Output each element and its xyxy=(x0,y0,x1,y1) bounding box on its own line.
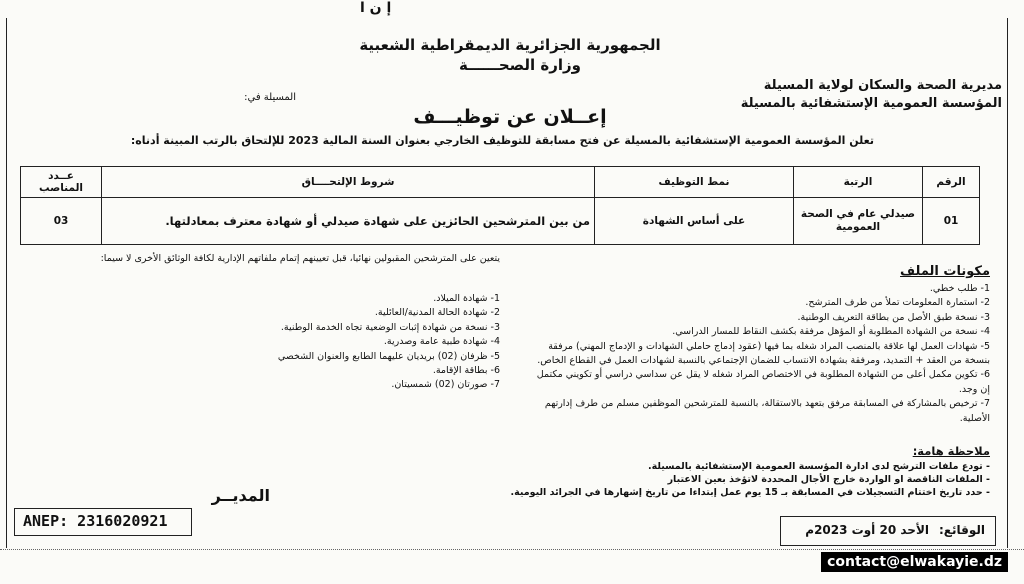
list-item: 7- ترخيص بالمشاركة في المسابقة مرفق بتعهد بالاستقالة، بالنسبة للمترشحين الموظفين مسلم من طرف إدارتهم الأصلية. xyxy=(544,398,990,424)
accepted-intro: يتعين على المترشحين المقبولين نهائيا، قبل تعيينهم إتمام ملفاتهم الإدارية لكافة الوثائق الأخرى لا سيما: xyxy=(100,253,500,264)
cell-recruitment-mode: على أساس الشهادة xyxy=(595,198,794,245)
waqai-label: الوقائع: xyxy=(938,523,985,537)
place-label: المسيلة في: xyxy=(244,92,296,103)
list-item: 1- شهادة الميلاد. xyxy=(433,293,500,304)
publication-date: الأحد 20 أوت 2023م xyxy=(805,523,929,537)
institution-name: المؤسسة العمومية الإستشفائية بالمسيلة xyxy=(740,96,1002,111)
separator-line xyxy=(0,549,1024,550)
header-positions-count: عــدد المناصب xyxy=(21,167,102,198)
cell-grade: صيدلي عام في الصحة العمومية xyxy=(794,198,923,245)
list-item: 5- شهادات العمل لها علاقة بالمنصب المراد شغله بما فيها (عقود إدماج حاملي الشهادات و الإدماج المهني) مرفقة بنسخة من العقد + التمديد، ومرفقة بشهادة الانتساب للضمان الإجتماعي بالنسبة لشهادات العمل في القطاع الخاص. xyxy=(537,340,990,367)
contact-email[interactable]: contact@elwakayie.dz xyxy=(821,552,1008,572)
table-row xyxy=(21,198,980,245)
header-recruitment-mode: نمط التوظيف xyxy=(595,167,794,198)
top-cut-text: إ ن ا xyxy=(360,0,392,16)
anep-box xyxy=(14,508,192,536)
file-heading: مكونات الملف xyxy=(900,264,990,279)
directorate-name: مديرية الصحة والسكان لولاية المسيلة xyxy=(763,78,1002,93)
list-item: 5- ظرفان (02) بريديان عليهما الطابع والعنوان الشخصي xyxy=(277,350,500,362)
notes-list xyxy=(430,460,990,499)
list-item: - الملفات الناقصة او الواردة خارج الأجال المحددة لاتؤخذ بعين الاعتبار xyxy=(667,474,990,485)
list-item: 6- بطاقة الإقامة. xyxy=(432,365,500,377)
list-item: 2- شهادة الحالة المدنية/العائلية. xyxy=(374,307,500,319)
list-item: 4- شهادة طبية عامة وصدرية. xyxy=(383,336,500,348)
list-item: 3- نسخة طبق الأصل من بطاقة التعريف الوطنية. xyxy=(797,311,990,323)
header-number: الرقم xyxy=(923,167,980,198)
list-item: - حدد تاريخ اختتام التسجيلات في المسابقة بـ 15 يوم عمل إبتداءا من تاريخ إشهارها في الجرائد اليومية. xyxy=(510,487,990,498)
list-item: 7- صورتان (02) شمسيتان. xyxy=(391,379,500,391)
cell-number: 01 xyxy=(923,198,980,245)
list-item: - تودع ملفات الترشح لدى ادارة المؤسسة العمومية الإستشفائية بالمسيلة. xyxy=(648,461,990,472)
announcement-title: إعــلان عن توظيـــف xyxy=(413,106,607,128)
list-item: 1- طلب خطي. xyxy=(929,283,990,294)
republic-title: الجمهورية الجزائرية الديمقراطية الشعبية xyxy=(359,36,661,54)
anep-number: ANEP: 2316020921 xyxy=(23,512,168,530)
ministry-title: وزارة الصحــــــة xyxy=(458,56,582,74)
file-items-list xyxy=(535,282,990,426)
notes-heading: ملاحظة هامة: xyxy=(912,444,990,458)
date-box xyxy=(780,516,996,546)
intro-text: تعلن المؤسسة العمومية الإستشفائية بالمسيلة عن فتح مسابقة للتوظيف الخارجي بعنوان السنة المالية 2023 للإلتحاق بالرتب المبينة أدناه: xyxy=(130,134,874,147)
list-item: 4- نسخة من الشهادة المطلوبة أو المؤهل مرفقة بكشف النقاط للمسار الدراسي. xyxy=(672,326,990,338)
positions-table xyxy=(20,166,980,245)
accepted-items-list xyxy=(30,292,500,393)
cell-conditions: من بين المترشحين الحائزين على شهادة صيدلي أو شهادة معترف بمعادلتها. xyxy=(102,198,595,245)
header-grade: الرتبة xyxy=(794,167,923,198)
list-item: 6- تكوين مكمل أعلى من الشهادة المطلوبة في الاختصاص المراد شغله لا يقل عن سداسي دراسي أو تكويني مكتمل إن وجد. xyxy=(536,369,990,395)
cell-positions-count: 03 xyxy=(21,198,102,245)
list-item: 3- نسخة من شهادة إثبات الوضعية تجاه الخدمة الوطنية. xyxy=(280,321,500,333)
header-conditions: شروط الإلتحــــاق xyxy=(102,167,595,198)
table-header-row xyxy=(21,167,980,198)
list-item: 2- استمارة المعلومات تملأ من طرف المترشح. xyxy=(805,297,990,309)
director-signature: المديــر xyxy=(211,486,270,505)
